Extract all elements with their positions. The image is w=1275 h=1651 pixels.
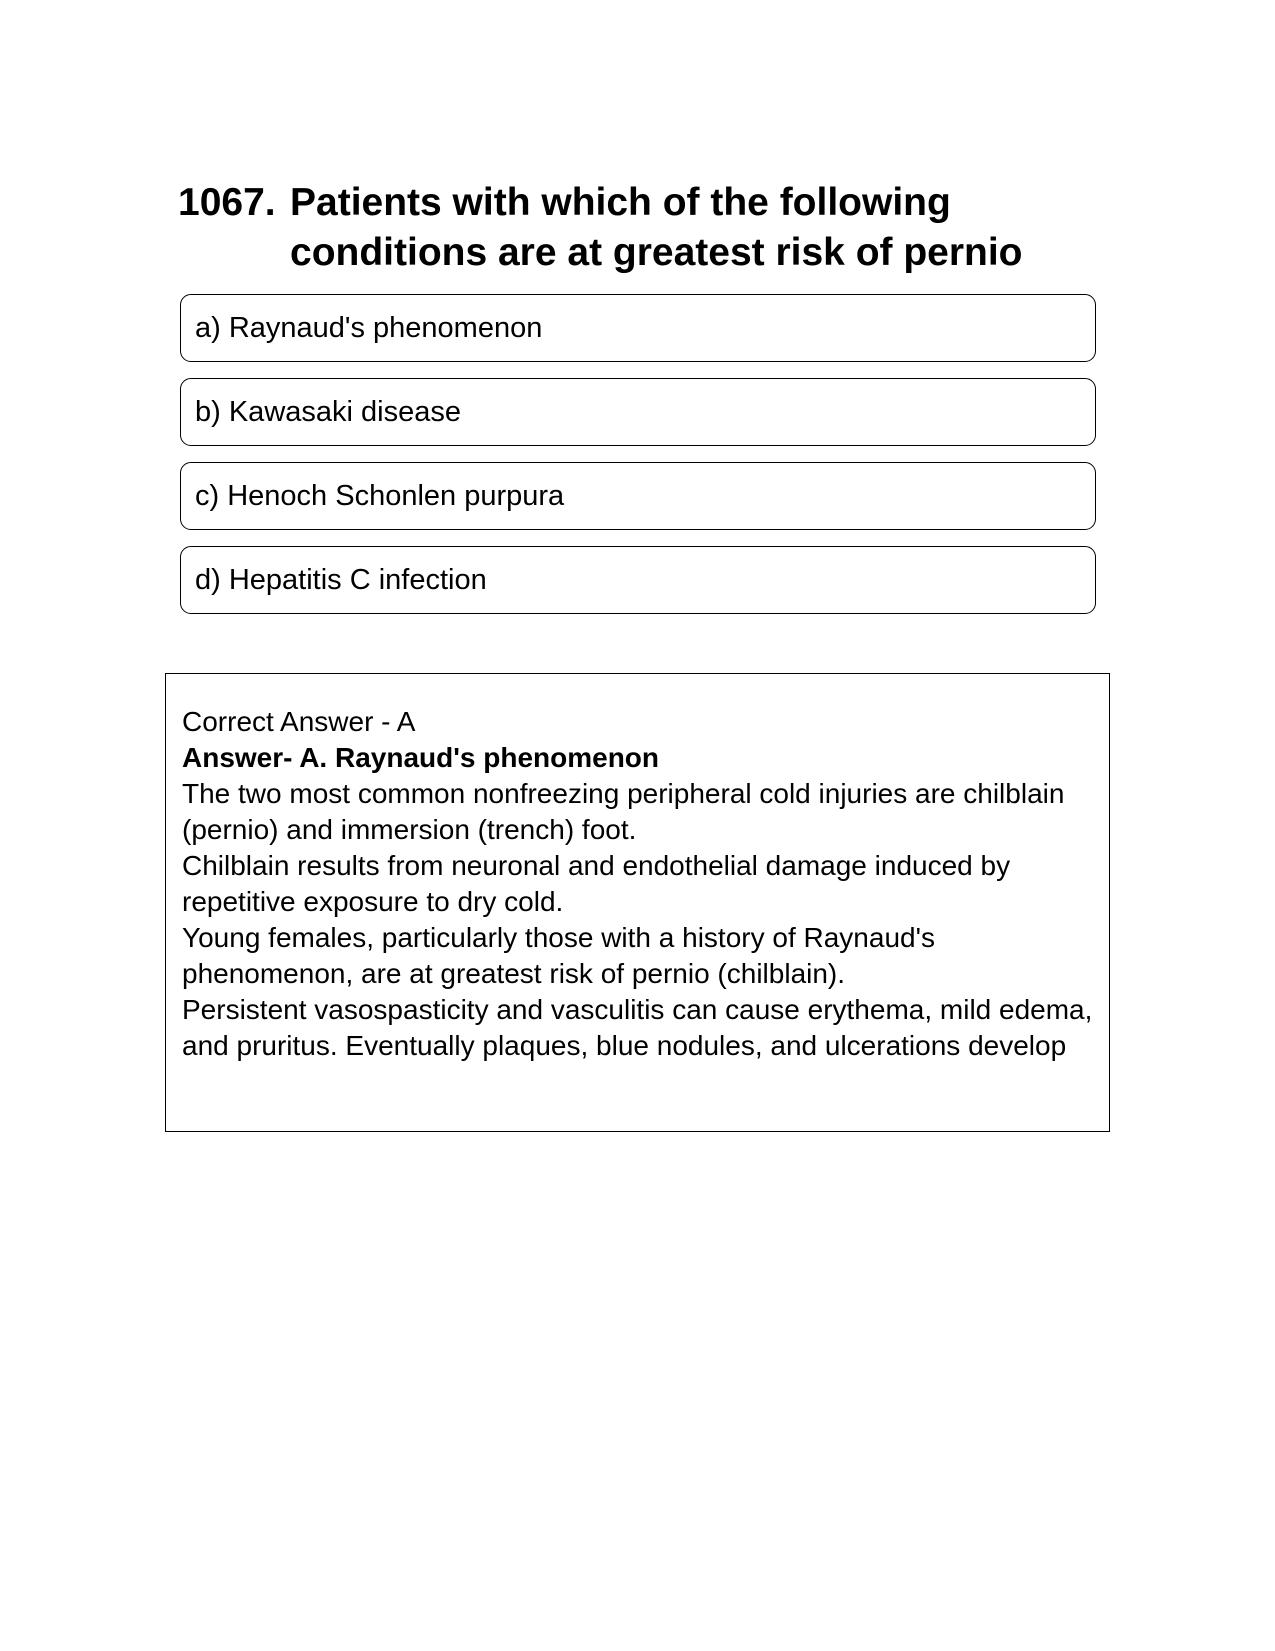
option-c[interactable]: c) Henoch Schonlen purpura (180, 462, 1096, 530)
question-heading (178, 178, 1098, 278)
option-a[interactable]: a) Raynaud's phenomenon (180, 294, 1096, 362)
options-list (180, 294, 1096, 630)
option-d[interactable]: d) Hepatitis C infection (180, 546, 1096, 614)
question-text: Patients with which of the following conditions are at greatest risk of pernio (290, 181, 1023, 274)
explanation-paragraph: Chilblain results from neuronal and endothelial damage induced by repetitive exposure to dry cold. (182, 850, 1011, 917)
correct-answer-label: Correct Answer - A (182, 706, 416, 737)
answer-explanation-box (165, 673, 1110, 1132)
option-b[interactable]: b) Kawasaki disease (180, 378, 1096, 446)
question-number: 1067. (178, 181, 276, 224)
answer-heading: Answer- A. Raynaud's phenomenon (182, 742, 660, 773)
explanation-paragraph: Young females, particularly those with a history of Raynaud's phenomenon, are at greatest risk of pernio (chilblain). (182, 922, 935, 989)
explanation-paragraph: Persistent vasospasticity and vasculitis can cause erythema, mild edema, and pruritus. Eventually plaques, blue nodules, and ulcerations develop (182, 994, 1093, 1061)
explanation-paragraph: The two most common nonfreezing peripheral cold injuries are chilblain (pernio) and immersion (trench) foot. (182, 778, 1065, 845)
